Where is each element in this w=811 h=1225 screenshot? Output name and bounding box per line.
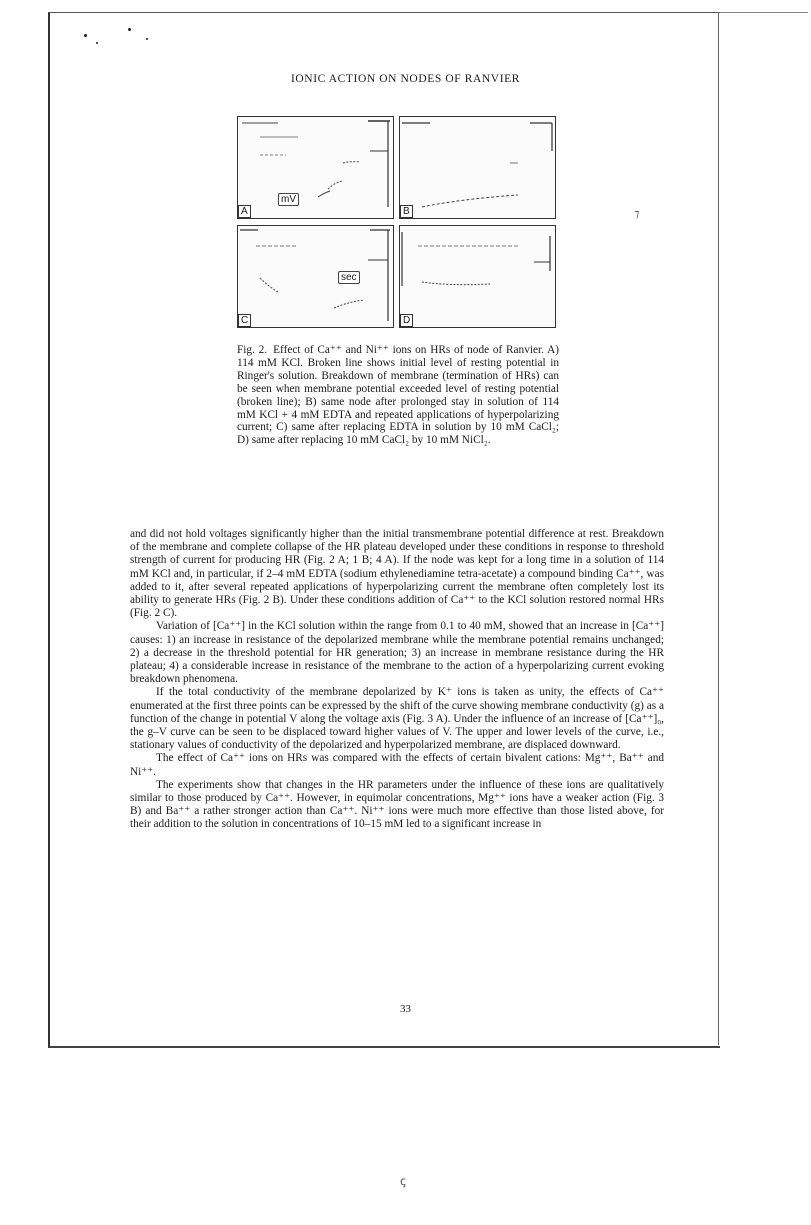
scan-edge-line [720, 12, 808, 13]
page-border-right [718, 12, 719, 1045]
figure-caption [237, 344, 559, 447]
panel-letter-d: D [400, 314, 413, 327]
figure-caption-label: Fig. 2. [237, 344, 268, 356]
page-number: 33 [400, 1003, 411, 1015]
unit-label-mv: mV [278, 193, 299, 206]
scan-specks [80, 28, 160, 48]
trace-d [400, 226, 555, 327]
figure-panel-c [237, 225, 394, 328]
panel-letter-c: C [238, 314, 251, 327]
figure-panel-d [399, 225, 556, 328]
running-head: IONIC ACTION ON NODES OF RANVIER [290, 73, 521, 85]
figure-caption-text: Effect of Ca⁺⁺ and Ni⁺⁺ ions on HRs of node of Ranvier. A) 114 mM KCl. Broken line shows initial level of resting potential in Ringer's solution. Breakdown of membrane (termination of HRs) can be seen when membrane potential exceeded level of resting potential (broken line); B) same node after prolonged stay in solution of 114 mM KCl + 4 mM EDTA and repeated applications of hyperpolarizing current; C) same after replacing EDTA in solution by 10 mM CaCl₂; D) same after replacing 10 mM CaCl₂ by 10 mM NiCl₂. [237, 344, 559, 447]
paragraph: The effect of Ca⁺⁺ ions on HRs was compared with the effects of certain bivalent cations: Mg⁺⁺, Ba⁺⁺ and Ni⁺⁺. [130, 752, 664, 778]
figure-panel-a [237, 116, 394, 219]
margin-mark: ⁊ [634, 208, 640, 220]
panel-letter-a: A [238, 205, 251, 218]
panel-letter-b: B [400, 205, 413, 218]
unit-label-sec: sec [338, 271, 360, 284]
figure-panel-b [399, 116, 556, 219]
trace-c [238, 226, 393, 327]
figure-oscillograms [237, 116, 557, 330]
trace-a [238, 117, 393, 218]
paragraph: The experiments show that changes in the HR parameters under the influence of these ions are qualitatively similar to those produced by Ca⁺⁺. However, in equimolar concentrations, Mg⁺⁺ ions have a weaker action (Fig. 3 B) and Ba⁺⁺ a rather stronger action than Ca⁺⁺. Ni⁺⁺ ions were much more effective than those listed above, for their addition to the solution in concentrations of 10–15 mM led to a significant increase in [130, 778, 664, 831]
paragraph: Variation of [Ca⁺⁺] in the KCl solution within the range from 0.1 to 40 mM, showed that an increase in [Ca⁺⁺] causes: 1) an increase in resistance of the depolarized membrane while the membrane potential remains unchanged; 2) a decrease in the threshold potential for HR generation; 3) an increase in membrane resistance during the HR plateau; 4) a considerable increase in resistance of the membrane to the action of a hyperpolarizing current evoking breakdown phenomena. [130, 620, 664, 686]
paragraph: If the total conductivity of the membrane depolarized by K⁺ ions is taken as unity, the effects of Ca⁺⁺ enumerated at the first three points can be expressed by the shift of the curve showing membrane conductivity (g) as a function of the change in potential V along the voltage axis (Fig. 3 A). Under the influence of an increase of [Ca⁺⁺]₀, the g–V curve can be seen to be displaced toward higher values of V. The upper and lower levels of the curve, i.e., stationary values of conductivity of the depolarized and hyperpolarized membrane, are displaced downward. [130, 686, 664, 752]
paragraph: and did not hold voltages significantly higher than the initial transmembrane potential difference at rest. Breakdown of the membrane and complete collapse of the HR plateau developed under these conditions in response to threshold strength of current for producing HR (Fig. 2 A; 1 B; 4 A). If the node was kept for a long time in a solution of 114 mM KCl and, in particular, if 2–4 mM EDTA (sodium ethylenediamine tetra-acetate) a compound binding Ca⁺⁺, was added to it, after several repeated applications of hyperpolarizing current the membrane often completely lost its ability to generate HRs (Fig. 2 B). Under these conditions addition of Ca⁺⁺ to the KCl solution restored normal HRs (Fig. 2 C). [130, 528, 664, 620]
body-text [130, 528, 664, 832]
scan-mark: ꞔ [400, 1174, 406, 1188]
trace-b [400, 117, 555, 218]
